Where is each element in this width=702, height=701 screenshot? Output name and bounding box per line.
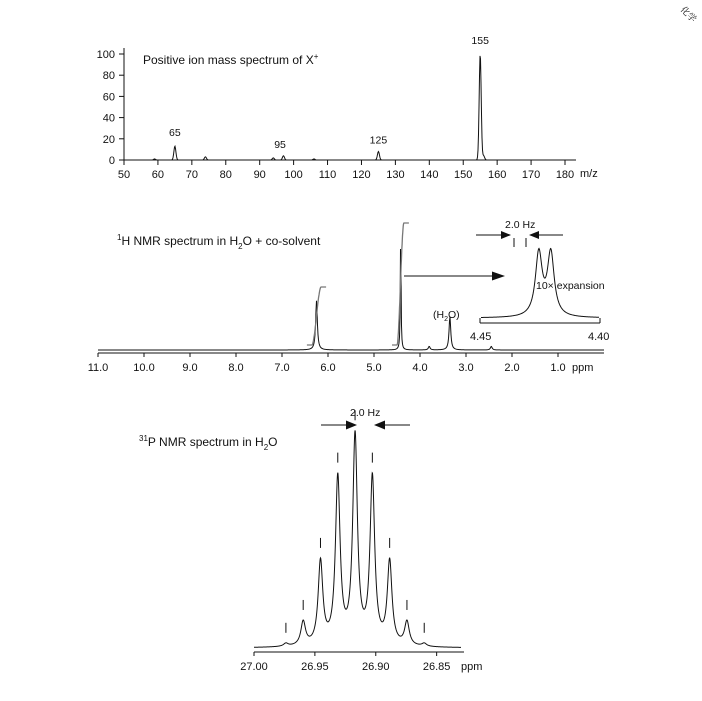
p-nmr-peak-markers [286, 410, 424, 633]
ms-spectrum-trace [124, 56, 565, 160]
ms-x-tick-label: 180 [555, 169, 575, 181]
h-nmr-integral-curve [392, 223, 409, 345]
inset-coupling-arrowhead [529, 231, 539, 239]
inset-expansion-label: 10× expansion [536, 280, 605, 292]
h-nmr-x-tick-label: 6.0 [320, 362, 336, 374]
h-nmr-title-sup: 1 [117, 233, 122, 242]
p-nmr-coupling-arrowhead [346, 421, 357, 430]
ms-peak-label: 155 [471, 35, 489, 47]
ms-y-ticks [97, 49, 124, 167]
p-nmr-x-tick-label: 26.90 [361, 661, 390, 673]
p-nmr-coupling-arrowhead [374, 421, 385, 430]
mass-spectrum-panel [97, 35, 598, 181]
inset-tick-label: 4.45 [470, 331, 492, 343]
inset-coupling-label: 2.0 Hz [505, 219, 536, 231]
ms-y-tick-label: 20 [102, 133, 115, 146]
p-nmr-x-tick-label: 27.00 [240, 661, 268, 673]
ms-title: Positive ion mass spectrum of X+ [143, 52, 319, 67]
ms-x-tick-label: 170 [521, 169, 541, 181]
ms-x-tick-label: 160 [487, 169, 507, 181]
h-nmr-x-tick-label: 7.0 [274, 362, 290, 374]
h-nmr-x-tick-label: 3.0 [458, 362, 474, 374]
h-nmr-x-tick-label: 5.0 [366, 362, 382, 374]
ms-x-tick-label: 50 [117, 169, 131, 181]
h-nmr-x-tick-label: 8.0 [228, 362, 244, 374]
p-nmr-title: $^{31}$P NMR spectrum in $H_2O$ [139, 434, 278, 452]
ms-x-tick-label: 60 [151, 169, 165, 181]
h-nmr-title-sub: 2 [238, 242, 243, 251]
ms-x-tick-label: 110 [318, 169, 337, 181]
h-nmr-spectrum-trace [98, 249, 604, 350]
ms-y-tick-label: 0 [108, 155, 115, 167]
ms-peak-label: 125 [369, 134, 388, 147]
ms-peak-label: 65 [169, 127, 181, 140]
ms-y-tick-label: 100 [96, 49, 115, 61]
ms-x-tick-label: 70 [185, 169, 198, 181]
h-nmr-x-tick-label: 1.0 [550, 362, 566, 374]
h-nmr-integral-curve [307, 287, 326, 345]
p-nmr-title-sup: 31 [139, 434, 148, 443]
h-nmr-x-tick-label: 9.0 [182, 362, 198, 374]
h-nmr-title: $^1$H NMR spectrum in $H_2O$ + co-solvent [117, 233, 321, 251]
ms-x-tick-label: 130 [386, 169, 405, 181]
p-nmr-spectrum-trace [254, 430, 461, 647]
p-nmr-coupling-label: 2.0 Hz [350, 407, 381, 419]
inset-panel [470, 219, 609, 343]
ms-x-ticks [118, 160, 574, 181]
h-nmr-x-tick-label: 4.0 [412, 362, 428, 374]
ms-y-tick-label: 40 [102, 112, 115, 125]
ms-x-axis-label: m/z [580, 168, 598, 180]
ms-peak-label: 95 [274, 138, 286, 151]
ms-x-tick-label: 150 [454, 169, 473, 181]
ms-x-tick-label: 80 [219, 169, 232, 181]
p-nmr-title-sub: 2 [263, 443, 269, 452]
h-nmr-solvent-label: $(H_2O)$ [433, 309, 460, 323]
h-nmr-x-tick-label: 10.0 [133, 362, 155, 374]
ms-x-tick-label: 140 [420, 169, 439, 181]
p-nmr-x-tick-label: 26.95 [301, 661, 329, 673]
h-nmr-x-tick-label: 2.0 [504, 362, 520, 374]
p-nmr-panel [139, 407, 482, 673]
ms-y-tick-label: 60 [102, 91, 115, 104]
inset-tick-label: 4.40 [588, 331, 610, 343]
corner-mark: 化学 [678, 4, 699, 25]
h-nmr-x-axis-label: ppm [572, 362, 594, 374]
p-nmr-x-ticks [240, 652, 450, 673]
h-nmr-x-tick-label: 11.0 [87, 362, 109, 374]
p-nmr-x-axis-label: ppm [461, 661, 483, 673]
h-nmr-x-ticks [88, 353, 566, 374]
ms-x-tick-label: 100 [284, 169, 303, 181]
ms-x-tick-label: 90 [253, 169, 266, 181]
h-nmr-panel [88, 219, 610, 374]
expansion-arrow-head [492, 272, 505, 281]
ms-y-tick-label: 80 [102, 70, 115, 83]
ms-title-superscript: + [313, 52, 319, 61]
inset-coupling-arrowhead [501, 231, 511, 239]
p-nmr-x-tick-label: 26.85 [422, 661, 451, 673]
ms-x-tick-label: 120 [352, 169, 371, 181]
